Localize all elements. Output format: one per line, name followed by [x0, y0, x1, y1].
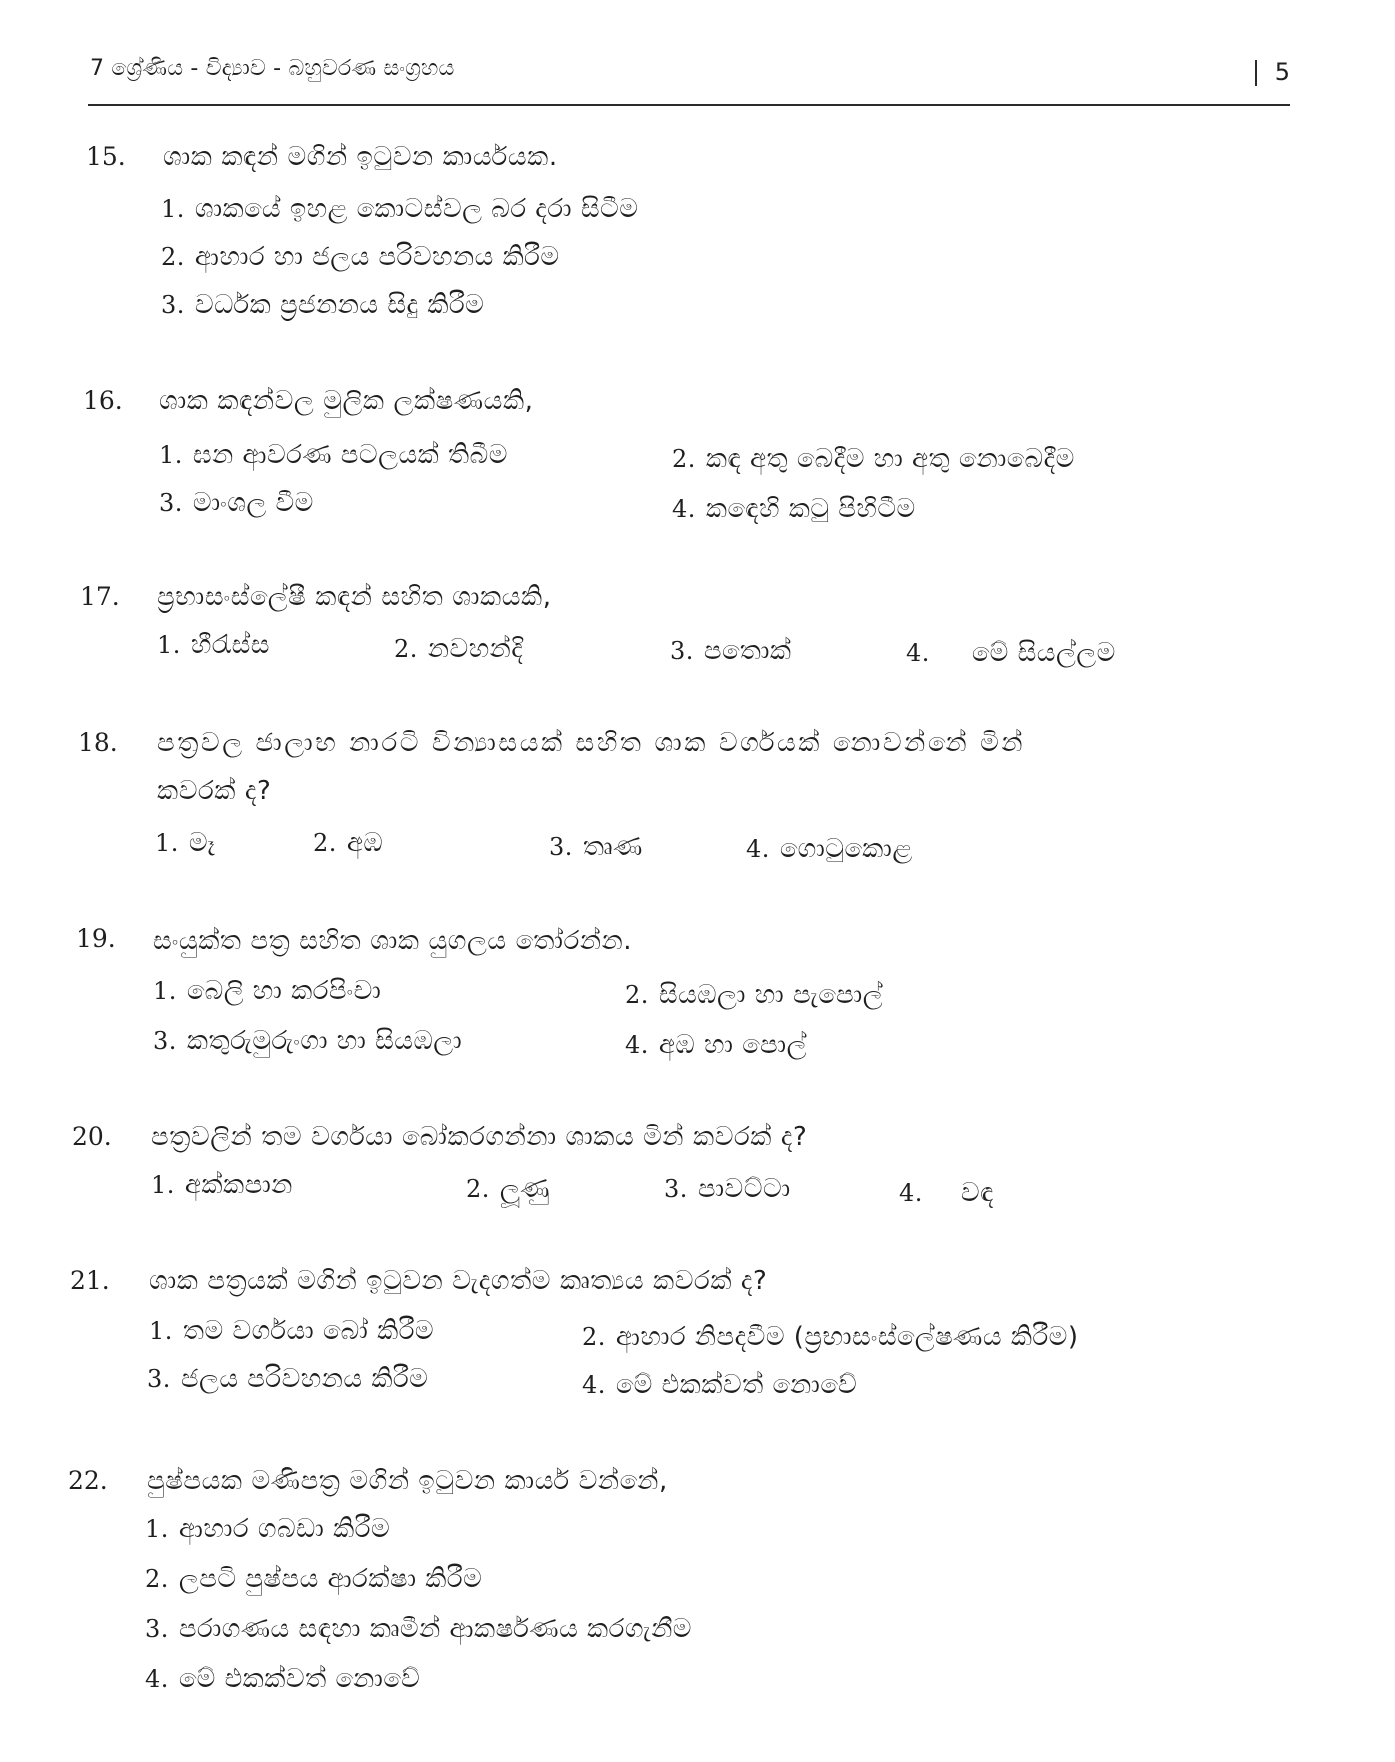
question-text: පත්‍රවල ජාලාභ නාරටි වින්‍යාසයක් සහිත ශාක වර්ගයක් නොවන්නේ මින් [157, 728, 1026, 758]
option-2: 2. ආහාර හා ජලය පරිවහනය කිරීම [161, 242, 560, 272]
page-number-block [1255, 58, 1290, 86]
header-title: 7 ශ්‍රේණිය - විද්‍යාව - බහුවරණ සංග්‍රහය [90, 56, 455, 81]
option-4: 4. ගොටුකොළ [746, 834, 913, 864]
option-4: 4. වඳ [899, 1178, 994, 1208]
question-number: 18. [78, 728, 118, 757]
option-1: 1. මෑ [155, 828, 216, 858]
option-4: 4. අඹ හා පොල් [625, 1030, 807, 1060]
option-2: 2. කඳ අතු බෙදීම හා අතු නොබෙදීම [672, 444, 1075, 474]
option-3: 3. පතොක් [670, 636, 792, 666]
question-number: 21. [70, 1266, 110, 1295]
option-4: 4. මේ එකක්වත් නොවේ [145, 1664, 421, 1694]
option-2: 2. නවහන්දි [394, 634, 524, 664]
question-number: 17. [80, 582, 120, 611]
option-1: 1. බෙලි හා කරපිංචා [153, 976, 382, 1006]
page-number: 5 [1274, 58, 1290, 86]
option-1: 1. හීරැස්ස [157, 630, 270, 660]
option-2: 2. ලපටි පුෂ්පය ආරක්ෂා කිරීම [145, 1564, 483, 1594]
question-text: ශාක කඳන් මගින් ඉටුවන කාර්යයක. [163, 142, 558, 172]
question-number: 15. [86, 142, 126, 171]
question-text: ශාක පත්‍රයක් මගින් ඉටුවන වැදගත්ම කෘත්‍යය කවරක් ද? [149, 1266, 768, 1296]
question-number: 22. [68, 1466, 108, 1495]
option-2: 2. සියඹලා හා පැපොල් [625, 980, 884, 1010]
header-divider [1255, 60, 1257, 86]
option-3: 3. ජලය පරිවහනය කිරීම [147, 1364, 429, 1394]
option-4: 4. මේ සියල්ලම [906, 638, 1116, 668]
option-1: 1. ඝන ආවරණ පටලයක් තිබීම [159, 440, 508, 470]
question-text: ප්‍රභාසංස්ලේෂී කඳන් සහිත ශාකයකි, [157, 582, 552, 612]
option-1: 1. ආහාර ගබඩා කිරීම [145, 1514, 391, 1544]
page-header [88, 52, 1290, 106]
option-2: 2. ලූණු [466, 1174, 550, 1204]
option-3: 3. තෘණ [549, 832, 643, 862]
question-text: පුෂ්පයක මණිපත්‍ර මගින් ඉටුවන කාර්ය වන්නේ, [147, 1466, 668, 1496]
question-number: 20. [72, 1122, 112, 1151]
question-text: පත්‍රවලින් තම වර්ගයා බෝකරගන්නා ශාකය මින් කවරක් ද? [151, 1122, 808, 1152]
question-text-line-2: කවරක් ද? [157, 776, 272, 806]
question-text: සංයුක්ත පත්‍ර සහිත ශාක යුගලය තෝරන්න. [153, 926, 633, 956]
option-3: 3. පරාගණය සඳහා කෘමීන් ආකර්ෂණය කරගැනීම [145, 1614, 692, 1644]
option-1: 1. අක්කපාන [151, 1170, 293, 1200]
option-3: 3. පාවට්ටා [664, 1174, 791, 1204]
option-2: 2. ආහාර නිපදවීම (ප්‍රභාසංස්ලේෂණය කිරීම) [582, 1322, 1079, 1352]
question-number: 19. [76, 924, 116, 953]
option-2: 2. අඹ [313, 828, 384, 858]
option-3: 3. වර්ධක ප්‍රජනනය සිදු කිරීම [161, 290, 485, 320]
option-1: 1. ශාකයේ ඉහළ කොටස්වල බර දරා සිටීම [161, 194, 639, 224]
option-3: 3. කතුරුමුරුංගා හා සියඹලා [153, 1026, 463, 1056]
option-3: 3. මාංශල වීම [159, 488, 314, 518]
option-4: 4. කඳෙහි කටු පිහිටීම [672, 494, 916, 524]
question-number: 16. [83, 386, 123, 415]
option-4: 4. මේ එකක්වත් නොවේ [582, 1370, 858, 1400]
question-text: ශාක කඳන්වල මුලික ලක්ෂණයකි, [159, 386, 534, 416]
option-1: 1. තම වර්ගයා බෝ කිරීම [149, 1316, 435, 1346]
